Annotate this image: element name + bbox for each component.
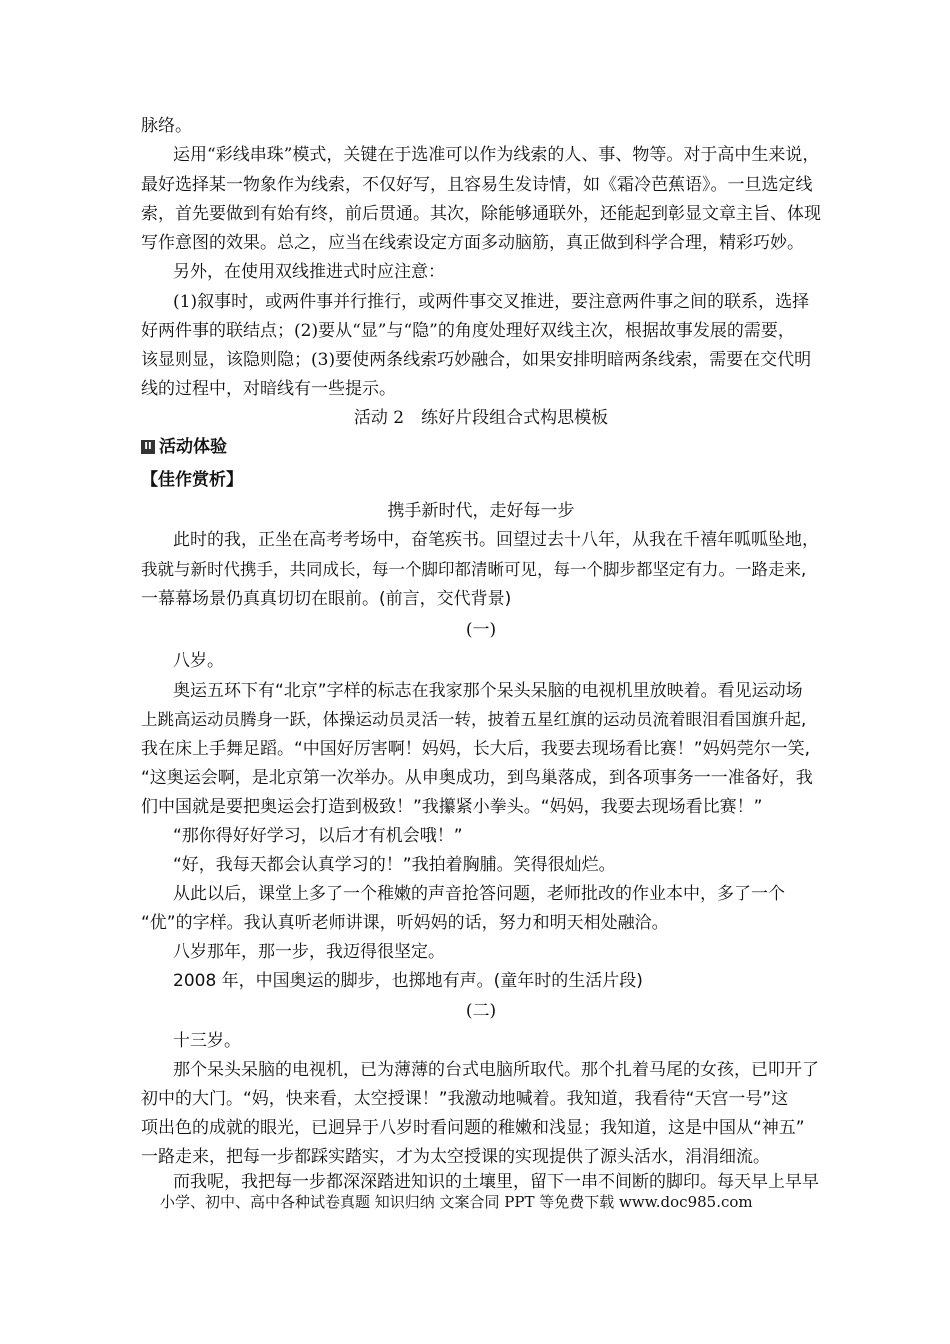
essay-line: 初中的大门。“妈，快来看，太空授课！”我激动地喊着。我知道，我看待“天宫一号”这	[141, 1089, 789, 1109]
section-label: 活动体验	[159, 437, 227, 457]
essay-line: 们中国就是要把奥运会打造到极致！”我攥紧小拳头。“妈妈，我要去现场看比赛！”	[141, 797, 763, 817]
essay-line: 一幕幕场景仍真真切切在眼前。(前言，交代背景)	[141, 589, 512, 609]
subsection-label: 【佳作赏析】	[141, 470, 243, 490]
essay-line: “优”的字样。我认真听老师讲课，听妈妈的话，努力和明天相处融洽。	[141, 913, 669, 933]
paragraph-line: 该显则显，该隐则隐；(3)要使两条线索巧妙融合，如果安排明暗两条线索，需要在交代明	[141, 350, 812, 370]
essay-line: 我在床上手舞足蹈。“中国好厉害啊！妈妈，长大后，我要去现场看比赛！”妈妈莞尔一笑,	[141, 739, 811, 759]
paragraph-line: (1)叙事时，或两件事并行推行，或两件事交叉推进，要注意两件事之间的联系，选择	[173, 292, 810, 312]
footer-text: 小学、初中、高中各种试卷真题 知识归纳 文案合同 PPT 等免费下载 www.doc985.com	[160, 1193, 753, 1211]
essay-line: 那个呆头呆脑的电视机，已为薄薄的台式电脑所取代。那个扎着马尾的女孩，已叩开了	[173, 1060, 819, 1080]
essay-line: 奥运五环下有“北京”字样的标志在我家那个呆头呆脑的电视机里放映着。看见运动场	[173, 681, 803, 701]
paragraph-line: 脉络。	[141, 116, 192, 136]
paragraph-line: 线的过程中，对暗线有一些提示。	[141, 379, 396, 399]
section-marker: (一)	[465, 620, 497, 640]
paragraph-line: 好两件事的联结点；(2)要从“显”与“隐”的角度处理好双线主次，根据故事发展的需要，	[141, 321, 795, 341]
essay-line: 上跳高运动员腾身一跃，体操运动员灵活一转，披着五星红旗的运动员流着眼泪看国旗升起,	[141, 710, 807, 729]
essay-line: “那你得好好学习，以后才有机会哦！”	[173, 826, 463, 846]
essay-line: “这奥运会啊，是北京第一次举办。从申奥成功，到鸟巢落成，到各项事务一一准备好，我	[141, 768, 813, 788]
essay-title: 携手新时代，走好每一步	[387, 501, 575, 521]
essay-line: 项出色的成就的眼光，已迥异于八岁时看问题的稚嫩和浅显；我知道，这是中国从“神五”	[141, 1118, 805, 1138]
essay-line: “好，我每天都会认真学习的！”我拍着胸脯。笑得很灿烂。	[173, 855, 616, 875]
paragraph-line: 索，首先要做到有始有终，前后贯通。其次，除能够通联外，还能起到彰显文章主旨、体现	[141, 204, 821, 224]
paragraph-line: 写作意图的效果。总之，应当在线索设定方面多动脑筋，真正做到科学合理，精彩巧妙。	[141, 233, 804, 253]
essay-line: 2008 年，中国奥运的脚步，也掷地有声。(童年时的生活片段)	[173, 971, 643, 991]
section-heading	[141, 433, 227, 461]
essay-line: 我就与新时代携手，共同成长，每一个脚印都清晰可见，每一个脚步都坚定有力。一路走来,	[141, 560, 807, 579]
paragraph-line: 最好选择某一物象作为线索，不仅好写，且容易生发诗情，如《霜冷芭蕉语》。一旦选定线	[141, 175, 813, 195]
essay-line: 八岁。	[173, 651, 224, 671]
essay-line: 而我呢，我把每一步都深深踏进知识的土壤里，留下一串不间断的脚印。每天早上早早	[173, 1172, 819, 1192]
activity-title: 活动 2 练好片段组合式构思模板	[353, 408, 609, 428]
essay-line: 此时的我，正坐在高考考场中，奋笔疾书。回望过去十八年，从我在千禧年呱呱坠地，	[173, 530, 819, 550]
essay-line: 从此以后，课堂上多了一个稚嫩的声音抢答问题，老师批改的作业本中，多了一个	[173, 884, 785, 904]
essay-line: 八岁那年，那一步，我迈得很坚定。	[173, 942, 445, 962]
section-badge: II	[141, 440, 155, 454]
paragraph-line: 另外，在使用双线推进式时应注意：	[173, 262, 445, 282]
essay-line: 十三岁。	[173, 1031, 241, 1051]
essay-line: 一路走来，把每一步都踩实踏实，才为太空授课的实现提供了源头活水，涓涓细流。	[141, 1147, 770, 1167]
paragraph-line: 运用“彩线串珠”模式，关键在于选准可以作为线索的人、事、物等。对于高中生来说，	[173, 145, 820, 165]
section-marker: (二)	[465, 1001, 497, 1021]
